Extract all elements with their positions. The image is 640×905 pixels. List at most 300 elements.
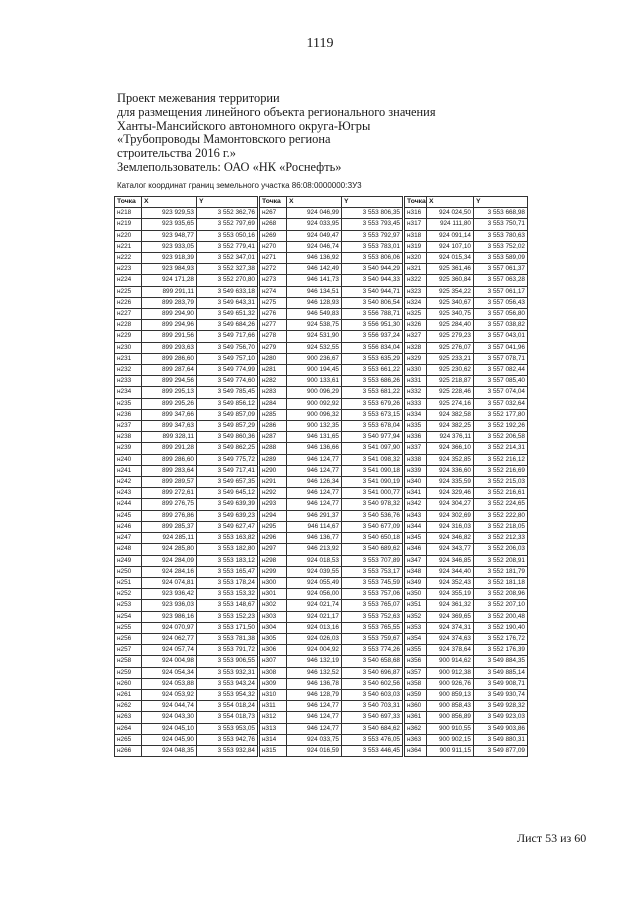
x-coordinate-cell: 924 352,43 bbox=[427, 577, 474, 588]
header-line: Землепользователь: ОАО «НК «Роснефть» bbox=[117, 159, 342, 174]
x-coordinate-cell: 946 114,67 bbox=[287, 521, 342, 532]
point-id-cell: н284 bbox=[260, 398, 287, 409]
table-row bbox=[405, 454, 528, 465]
point-id-cell: н327 bbox=[405, 331, 427, 342]
point-id-cell: н339 bbox=[405, 465, 427, 476]
x-coordinate-cell: 924 046,74 bbox=[287, 241, 342, 252]
x-coordinate-cell: 923 986,16 bbox=[142, 611, 197, 622]
x-coordinate-cell: 924 346,85 bbox=[427, 555, 474, 566]
x-coordinate-cell: 900 856,89 bbox=[427, 712, 474, 723]
x-coordinate-cell: 924 015,34 bbox=[427, 253, 474, 264]
point-id-cell: н281 bbox=[260, 365, 287, 376]
x-coordinate-cell: 946 131,65 bbox=[287, 432, 342, 443]
point-id-cell: н341 bbox=[405, 488, 427, 499]
x-coordinate-cell: 924 054,34 bbox=[142, 667, 197, 678]
table-row bbox=[260, 241, 403, 252]
col-header-y: Y bbox=[474, 197, 528, 208]
x-coordinate-cell: 946 136,78 bbox=[287, 678, 342, 689]
x-coordinate-cell: 924 378,64 bbox=[427, 645, 474, 656]
point-id-cell: н232 bbox=[115, 365, 142, 376]
point-id-cell: н259 bbox=[115, 667, 142, 678]
x-coordinate-cell: 924 369,65 bbox=[427, 611, 474, 622]
point-id-cell: н269 bbox=[260, 230, 287, 241]
point-id-cell: н270 bbox=[260, 241, 287, 252]
x-coordinate-cell: 899 283,79 bbox=[142, 297, 197, 308]
col-header-x: X bbox=[427, 197, 474, 208]
x-coordinate-cell: 924 055,49 bbox=[287, 577, 342, 588]
header-line: Проект межевания территории bbox=[117, 91, 280, 105]
table-row bbox=[260, 376, 403, 387]
point-id-cell: н337 bbox=[405, 443, 427, 454]
y-coordinate-cell: 3 556 951,30 bbox=[342, 320, 403, 331]
point-id-cell: н334 bbox=[405, 409, 427, 420]
table-row bbox=[260, 555, 403, 566]
x-coordinate-cell: 900 911,15 bbox=[427, 745, 474, 756]
sheet-number: Лист 53 из 60 bbox=[517, 831, 587, 845]
y-coordinate-cell: 3 553 686,26 bbox=[342, 376, 403, 387]
y-coordinate-cell: 3 553 661,22 bbox=[342, 365, 403, 376]
x-coordinate-cell: 925 274,16 bbox=[427, 398, 474, 409]
x-coordinate-cell: 899 287,64 bbox=[142, 365, 197, 376]
x-coordinate-cell: 924 382,25 bbox=[427, 421, 474, 432]
table-row bbox=[405, 544, 528, 555]
table-row bbox=[115, 656, 258, 667]
table-row bbox=[260, 342, 403, 353]
x-coordinate-cell: 924 355,19 bbox=[427, 589, 474, 600]
y-coordinate-cell: 3 557 038,82 bbox=[474, 320, 528, 331]
y-coordinate-cell: 3 553 793,45 bbox=[342, 219, 403, 230]
x-coordinate-cell: 924 049,47 bbox=[287, 230, 342, 241]
coordinates-table-3 bbox=[404, 196, 528, 757]
point-id-cell: н289 bbox=[260, 454, 287, 465]
table-row bbox=[405, 241, 528, 252]
y-coordinate-cell: 3 541 090,18 bbox=[342, 465, 403, 476]
point-id-cell: н361 bbox=[405, 712, 427, 723]
table-row bbox=[115, 309, 258, 320]
table-row bbox=[115, 611, 258, 622]
point-id-cell: н320 bbox=[405, 253, 427, 264]
table-row bbox=[115, 264, 258, 275]
x-coordinate-cell: 924 004,92 bbox=[287, 645, 342, 656]
point-id-cell: н257 bbox=[115, 645, 142, 656]
table-row bbox=[260, 275, 403, 286]
x-coordinate-cell: 924 039,55 bbox=[287, 566, 342, 577]
x-coordinate-cell: 900 236,67 bbox=[287, 353, 342, 364]
point-id-cell: н340 bbox=[405, 477, 427, 488]
point-id-cell: н321 bbox=[405, 264, 427, 275]
y-coordinate-cell: 3 540 806,54 bbox=[342, 297, 403, 308]
x-coordinate-cell: 899 294,56 bbox=[142, 376, 197, 387]
point-id-cell: н265 bbox=[115, 734, 142, 745]
x-coordinate-cell: 900 858,43 bbox=[427, 701, 474, 712]
table-row bbox=[260, 432, 403, 443]
table-row bbox=[115, 465, 258, 476]
table-row bbox=[260, 589, 403, 600]
table-row bbox=[260, 544, 403, 555]
x-coordinate-cell: 900 859,13 bbox=[427, 689, 474, 700]
table-row bbox=[260, 365, 403, 376]
point-id-cell: н277 bbox=[260, 320, 287, 331]
y-coordinate-cell: 3 553 781,38 bbox=[197, 633, 258, 644]
point-id-cell: н312 bbox=[260, 712, 287, 723]
table-row bbox=[260, 387, 403, 398]
table-row bbox=[260, 667, 403, 678]
point-id-cell: н237 bbox=[115, 421, 142, 432]
table-row bbox=[260, 656, 403, 667]
y-coordinate-cell: 3 552 200,48 bbox=[474, 611, 528, 622]
table-row bbox=[115, 510, 258, 521]
x-coordinate-cell: 925 233,21 bbox=[427, 353, 474, 364]
y-coordinate-cell: 3 553 446,45 bbox=[342, 745, 403, 756]
x-coordinate-cell: 899 291,28 bbox=[142, 443, 197, 454]
table-row bbox=[405, 365, 528, 376]
table-row bbox=[115, 253, 258, 264]
table-row bbox=[260, 353, 403, 364]
y-coordinate-cell: 3 553 707,89 bbox=[342, 555, 403, 566]
y-coordinate-cell: 3 557 061,17 bbox=[474, 286, 528, 297]
table-row bbox=[115, 589, 258, 600]
x-coordinate-cell: 924 018,53 bbox=[287, 555, 342, 566]
table-row bbox=[260, 264, 403, 275]
y-coordinate-cell: 3 552 176,39 bbox=[474, 645, 528, 656]
x-coordinate-cell: 924 004,98 bbox=[142, 656, 197, 667]
y-coordinate-cell: 3 553 750,71 bbox=[474, 219, 528, 230]
table-row bbox=[405, 275, 528, 286]
table-row bbox=[405, 611, 528, 622]
x-coordinate-cell: 946 142,49 bbox=[287, 264, 342, 275]
point-id-cell: н233 bbox=[115, 376, 142, 387]
point-id-cell: н240 bbox=[115, 454, 142, 465]
y-coordinate-cell: 3 553 943,24 bbox=[197, 678, 258, 689]
x-coordinate-cell: 924 285,80 bbox=[142, 544, 197, 555]
point-id-cell: н276 bbox=[260, 309, 287, 320]
x-coordinate-cell: 924 045,10 bbox=[142, 723, 197, 734]
table-row bbox=[405, 230, 528, 241]
x-coordinate-cell: 924 336,60 bbox=[427, 465, 474, 476]
x-coordinate-cell: 946 549,83 bbox=[287, 309, 342, 320]
table-row bbox=[260, 600, 403, 611]
point-id-cell: н268 bbox=[260, 219, 287, 230]
y-coordinate-cell: 3 549 903,86 bbox=[474, 723, 528, 734]
x-coordinate-cell: 900 926,76 bbox=[427, 678, 474, 689]
x-coordinate-cell: 924 044,74 bbox=[142, 701, 197, 712]
table-row bbox=[115, 353, 258, 364]
point-id-cell: н328 bbox=[405, 342, 427, 353]
y-coordinate-cell: 3 549 857,29 bbox=[197, 421, 258, 432]
point-id-cell: н309 bbox=[260, 678, 287, 689]
point-id-cell: н248 bbox=[115, 544, 142, 555]
table-row bbox=[405, 353, 528, 364]
y-coordinate-cell: 3 540 650,18 bbox=[342, 533, 403, 544]
x-coordinate-cell: 924 366,10 bbox=[427, 443, 474, 454]
point-id-cell: н348 bbox=[405, 566, 427, 577]
x-coordinate-cell: 899 286,60 bbox=[142, 353, 197, 364]
point-id-cell: н272 bbox=[260, 264, 287, 275]
point-id-cell: н325 bbox=[405, 309, 427, 320]
point-id-cell: н280 bbox=[260, 353, 287, 364]
x-coordinate-cell: 924 026,03 bbox=[287, 633, 342, 644]
y-coordinate-cell: 3 541 090,19 bbox=[342, 477, 403, 488]
table-row bbox=[115, 600, 258, 611]
table-row bbox=[405, 286, 528, 297]
point-id-cell: н225 bbox=[115, 286, 142, 297]
y-coordinate-cell: 3 549 856,12 bbox=[197, 398, 258, 409]
point-id-cell: н329 bbox=[405, 353, 427, 364]
x-coordinate-cell: 924 532,55 bbox=[287, 342, 342, 353]
y-coordinate-cell: 3 553 165,47 bbox=[197, 566, 258, 577]
y-coordinate-cell: 3 549 885,14 bbox=[474, 667, 528, 678]
x-coordinate-cell: 924 316,03 bbox=[427, 521, 474, 532]
y-coordinate-cell: 3 552 347,01 bbox=[197, 253, 258, 264]
y-coordinate-cell: 3 553 942,76 bbox=[197, 734, 258, 745]
point-id-cell: н357 bbox=[405, 667, 427, 678]
point-id-cell: н294 bbox=[260, 510, 287, 521]
y-coordinate-cell: 3 540 944,33 bbox=[342, 275, 403, 286]
point-id-cell: н285 bbox=[260, 409, 287, 420]
table-row bbox=[260, 219, 403, 230]
table-row bbox=[260, 208, 403, 219]
table-row bbox=[405, 566, 528, 577]
x-coordinate-cell: 924 091,14 bbox=[427, 230, 474, 241]
y-coordinate-cell: 3 553 153,32 bbox=[197, 589, 258, 600]
x-coordinate-cell: 924 016,59 bbox=[287, 745, 342, 756]
table-row bbox=[405, 331, 528, 342]
point-id-cell: н315 bbox=[260, 745, 287, 756]
table-row bbox=[115, 297, 258, 308]
x-coordinate-cell: 924 053,92 bbox=[142, 689, 197, 700]
document-header bbox=[117, 92, 577, 175]
y-coordinate-cell: 3 549 774,99 bbox=[197, 365, 258, 376]
x-coordinate-cell: 946 141,73 bbox=[287, 275, 342, 286]
x-coordinate-cell: 924 021,74 bbox=[287, 600, 342, 611]
y-coordinate-cell: 3 549 717,66 bbox=[197, 331, 258, 342]
point-id-cell: н231 bbox=[115, 353, 142, 364]
table-row bbox=[260, 297, 403, 308]
x-coordinate-cell: 900 902,15 bbox=[427, 734, 474, 745]
y-coordinate-cell: 3 540 602,56 bbox=[342, 678, 403, 689]
point-id-cell: н273 bbox=[260, 275, 287, 286]
x-coordinate-cell: 946 136,92 bbox=[287, 253, 342, 264]
point-id-cell: н238 bbox=[115, 432, 142, 443]
x-coordinate-cell: 924 171,28 bbox=[142, 275, 197, 286]
y-coordinate-cell: 3 540 696,87 bbox=[342, 667, 403, 678]
point-id-cell: н243 bbox=[115, 488, 142, 499]
table-row bbox=[115, 488, 258, 499]
table-row bbox=[260, 253, 403, 264]
table-row bbox=[115, 320, 258, 331]
point-id-cell: н308 bbox=[260, 667, 287, 678]
x-coordinate-cell: 924 284,09 bbox=[142, 555, 197, 566]
table-row bbox=[405, 219, 528, 230]
x-coordinate-cell: 899 285,37 bbox=[142, 521, 197, 532]
table-row bbox=[405, 488, 528, 499]
y-coordinate-cell: 3 552 206,03 bbox=[474, 544, 528, 555]
table-row bbox=[115, 477, 258, 488]
y-coordinate-cell: 3 553 679,26 bbox=[342, 398, 403, 409]
x-coordinate-cell: 899 272,61 bbox=[142, 488, 197, 499]
point-id-cell: н275 bbox=[260, 297, 287, 308]
y-coordinate-cell: 3 549 880,31 bbox=[474, 734, 528, 745]
x-coordinate-cell: 925 284,40 bbox=[427, 320, 474, 331]
point-id-cell: н304 bbox=[260, 622, 287, 633]
y-coordinate-cell: 3 540 689,62 bbox=[342, 544, 403, 555]
y-coordinate-cell: 3 552 190,40 bbox=[474, 622, 528, 633]
table-row bbox=[115, 421, 258, 432]
point-id-cell: н363 bbox=[405, 734, 427, 745]
table-row bbox=[115, 241, 258, 252]
x-coordinate-cell: 924 045,90 bbox=[142, 734, 197, 745]
x-coordinate-cell: 924 376,11 bbox=[427, 432, 474, 443]
y-coordinate-cell: 3 552 779,41 bbox=[197, 241, 258, 252]
point-id-cell: н293 bbox=[260, 499, 287, 510]
y-coordinate-cell: 3 553 476,05 bbox=[342, 734, 403, 745]
table-row bbox=[405, 533, 528, 544]
table-row bbox=[115, 443, 258, 454]
y-coordinate-cell: 3 549 775,72 bbox=[197, 454, 258, 465]
catalog-title: Каталог координат границ земельного участка 86:08:0000000:ЗУ3 bbox=[117, 181, 362, 190]
table-row bbox=[405, 577, 528, 588]
x-coordinate-cell: 924 053,88 bbox=[142, 678, 197, 689]
table-row bbox=[260, 577, 403, 588]
point-id-cell: н249 bbox=[115, 555, 142, 566]
table-row bbox=[115, 701, 258, 712]
table-row bbox=[115, 667, 258, 678]
point-id-cell: н256 bbox=[115, 633, 142, 644]
point-id-cell: н258 bbox=[115, 656, 142, 667]
table-row bbox=[260, 320, 403, 331]
point-id-cell: н358 bbox=[405, 678, 427, 689]
table-row bbox=[260, 745, 403, 756]
table-row bbox=[260, 712, 403, 723]
y-coordinate-cell: 3 553 765,07 bbox=[342, 600, 403, 611]
x-coordinate-cell: 925 279,23 bbox=[427, 331, 474, 342]
table-row bbox=[115, 622, 258, 633]
table-row bbox=[405, 745, 528, 756]
y-coordinate-cell: 3 540 658,68 bbox=[342, 656, 403, 667]
y-coordinate-cell: 3 552 181,79 bbox=[474, 566, 528, 577]
x-coordinate-cell: 899 291,56 bbox=[142, 331, 197, 342]
y-coordinate-cell: 3 553 932,84 bbox=[197, 745, 258, 756]
coordinates-table-1 bbox=[114, 196, 258, 757]
y-coordinate-cell: 3 549 627,47 bbox=[197, 521, 258, 532]
x-coordinate-cell: 924 285,11 bbox=[142, 533, 197, 544]
point-id-cell: н263 bbox=[115, 712, 142, 723]
table-row bbox=[260, 331, 403, 342]
table-row bbox=[115, 230, 258, 241]
point-id-cell: н292 bbox=[260, 488, 287, 499]
table-row bbox=[405, 398, 528, 409]
x-coordinate-cell: 925 228,46 bbox=[427, 387, 474, 398]
x-coordinate-cell: 924 074,81 bbox=[142, 577, 197, 588]
header-line: строительства 2016 г.» bbox=[117, 146, 236, 161]
y-coordinate-cell: 3 553 806,06 bbox=[342, 253, 403, 264]
x-coordinate-cell: 924 111,80 bbox=[427, 219, 474, 230]
point-id-cell: н221 bbox=[115, 241, 142, 252]
x-coordinate-cell: 924 538,75 bbox=[287, 320, 342, 331]
y-coordinate-cell: 3 552 206,58 bbox=[474, 432, 528, 443]
x-coordinate-cell: 899 328,11 bbox=[142, 432, 197, 443]
x-coordinate-cell: 924 013,16 bbox=[287, 622, 342, 633]
x-coordinate-cell: 900 910,55 bbox=[427, 723, 474, 734]
point-id-cell: н222 bbox=[115, 253, 142, 264]
x-coordinate-cell: 924 057,74 bbox=[142, 645, 197, 656]
y-coordinate-cell: 3 553 953,05 bbox=[197, 723, 258, 734]
y-coordinate-cell: 3 553 752,63 bbox=[342, 611, 403, 622]
x-coordinate-cell: 924 107,10 bbox=[427, 241, 474, 252]
x-coordinate-cell: 946 128,93 bbox=[287, 297, 342, 308]
y-coordinate-cell: 3 557 043,01 bbox=[474, 331, 528, 342]
y-coordinate-cell: 3 557 056,43 bbox=[474, 297, 528, 308]
y-coordinate-cell: 3 549 877,09 bbox=[474, 745, 528, 756]
y-coordinate-cell: 3 549 923,03 bbox=[474, 712, 528, 723]
y-coordinate-cell: 3 552 327,38 bbox=[197, 264, 258, 275]
table-row bbox=[260, 622, 403, 633]
point-id-cell: н347 bbox=[405, 555, 427, 566]
table-row bbox=[405, 208, 528, 219]
y-coordinate-cell: 3 552 222,80 bbox=[474, 510, 528, 521]
point-id-cell: н296 bbox=[260, 533, 287, 544]
point-id-cell: н283 bbox=[260, 387, 287, 398]
y-coordinate-cell: 3 552 218,05 bbox=[474, 521, 528, 532]
table-row bbox=[405, 309, 528, 320]
x-coordinate-cell: 900 194,45 bbox=[287, 365, 342, 376]
y-coordinate-cell: 3 541 098,32 bbox=[342, 454, 403, 465]
point-id-cell: н318 bbox=[405, 230, 427, 241]
table-row bbox=[260, 533, 403, 544]
x-coordinate-cell: 924 024,50 bbox=[427, 208, 474, 219]
point-id-cell: н323 bbox=[405, 286, 427, 297]
y-coordinate-cell: 3 549 684,26 bbox=[197, 320, 258, 331]
point-id-cell: н356 bbox=[405, 656, 427, 667]
table-row bbox=[115, 566, 258, 577]
x-coordinate-cell: 924 374,31 bbox=[427, 622, 474, 633]
point-id-cell: н332 bbox=[405, 387, 427, 398]
x-coordinate-cell: 946 136,77 bbox=[287, 533, 342, 544]
y-coordinate-cell: 3 540 697,33 bbox=[342, 712, 403, 723]
table-row bbox=[260, 230, 403, 241]
y-coordinate-cell: 3 552 207,10 bbox=[474, 600, 528, 611]
table-row bbox=[115, 645, 258, 656]
table-row bbox=[405, 297, 528, 308]
table-row bbox=[405, 387, 528, 398]
x-coordinate-cell: 899 293,63 bbox=[142, 342, 197, 353]
table-row bbox=[115, 275, 258, 286]
table-row bbox=[260, 499, 403, 510]
y-coordinate-cell: 3 553 635,29 bbox=[342, 353, 403, 364]
y-coordinate-cell: 3 557 085,40 bbox=[474, 376, 528, 387]
y-coordinate-cell: 3 553 791,72 bbox=[197, 645, 258, 656]
point-id-cell: н299 bbox=[260, 566, 287, 577]
x-coordinate-cell: 946 213,92 bbox=[287, 544, 342, 555]
point-id-cell: н246 bbox=[115, 521, 142, 532]
table-row bbox=[405, 689, 528, 700]
table-row bbox=[115, 398, 258, 409]
x-coordinate-cell: 946 136,66 bbox=[287, 443, 342, 454]
table-row bbox=[260, 689, 403, 700]
y-coordinate-cell: 3 557 063,28 bbox=[474, 275, 528, 286]
point-id-cell: н287 bbox=[260, 432, 287, 443]
table-row bbox=[260, 701, 403, 712]
header-line: «Трубопроводы Мамонтовского региона bbox=[117, 132, 331, 147]
table-row bbox=[405, 499, 528, 510]
y-coordinate-cell: 3 552 181,18 bbox=[474, 577, 528, 588]
y-coordinate-cell: 3 549 639,23 bbox=[197, 510, 258, 521]
point-id-cell: н245 bbox=[115, 510, 142, 521]
y-coordinate-cell: 3 540 603,03 bbox=[342, 689, 403, 700]
x-coordinate-cell: 923 936,03 bbox=[142, 600, 197, 611]
x-coordinate-cell: 923 933,05 bbox=[142, 241, 197, 252]
table-row bbox=[405, 678, 528, 689]
